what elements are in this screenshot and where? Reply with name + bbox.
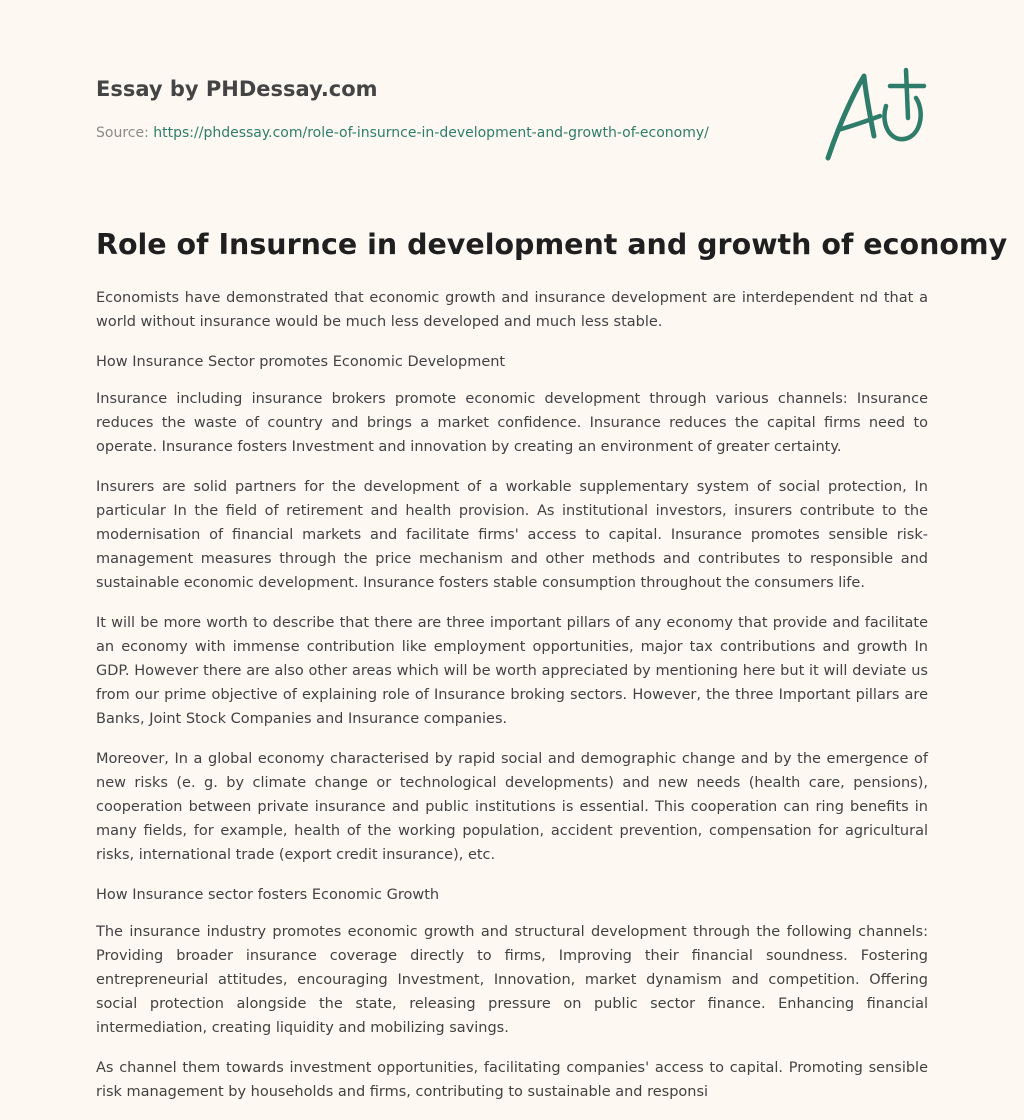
paragraph: Moreover, In a global economy characterised by rapid social and demographic change and by the emergence of new risks (e. g. by climate change or technological developments) and new needs (health care, pensions), cooperation between private insurance and public institutions is essential. This cooperation can ring benefits in many fields, for example, health of the working population, accident prevention, compensation for agricultural risks, international trade (export credit insurance), etc. [96,751,928,863]
paragraph: It will be more worth to describe that there are three important pillars of any economy that provide and facilitate an economy with immense contribution like employment opportunities, major tax contributions and growth In GDP. However there are also other areas which will be worth appreciated by mentioning here but it will deviate us from our prime objective of explaining role of Insurance broking sectors. However, the three Important pillars are Banks, Joint Stock Companies and Insurance companies. [96,615,928,727]
source-label: Source: [96,125,154,141]
section-subheading: How Insurance sector fosters Economic Growth [96,887,440,903]
source-line [96,124,709,142]
paragraph: Insurance including insurance brokers promote economic development through various channels: Insurance reduces the waste of country and brings a market confidence. Insurance reduces the capital firms need to operate. Insurance fosters Investment and innovation by creating an environment of greater certainty. [96,391,928,455]
paragraph: Economists have demonstrated that economic growth and insurance development are interdependent nd that a world without insurance would be much less developed and much less stable. [96,290,928,330]
essay-body [96,286,928,1120]
header [96,74,378,104]
paragraph: Insurers are solid partners for the development of a workable supplementary system of social protection, In particular In the field of retirement and health provision. As institutional investors, insurers contribute to the modernisation of financial markets and facilitate firms' access to capital. Insurance promotes sensible risk-management measures through the price mechanism and other methods and contributes to responsible and sustainable economic development. Insurance fosters stable consumption throughout the consumers life. [96,479,928,591]
essay-title: Role of Insurnce in development and growth of economy [96,228,1008,261]
site-brand: Essay by PHDessay.com [96,77,378,101]
a-plus-grade-icon [820,66,930,166]
paragraph: As channel them towards investment opportunities, facilitating companies' access to capital. Promoting sensible risk management by households and firms, contributing to sustainable and responsi [96,1060,928,1100]
section-subheading: How Insurance Sector promotes Economic Development [96,354,506,370]
paragraph: The insurance industry promotes economic growth and structural development through the following channels: Providing broader insurance coverage directly to firms, Improving their financial soundness. Fostering entrepreneurial attitudes, encouraging Investment, Innovation, market dynamism and competition. Offering social protection alongside the state, releasing pressure on public sector finance. Enhancing financial intermediation, creating liquidity and mobilizing savings. [96,924,928,1036]
source-link[interactable]: https://phdessay.com/role-of-insurnce-in-development-and-growth-of-economy/ [153,125,709,141]
